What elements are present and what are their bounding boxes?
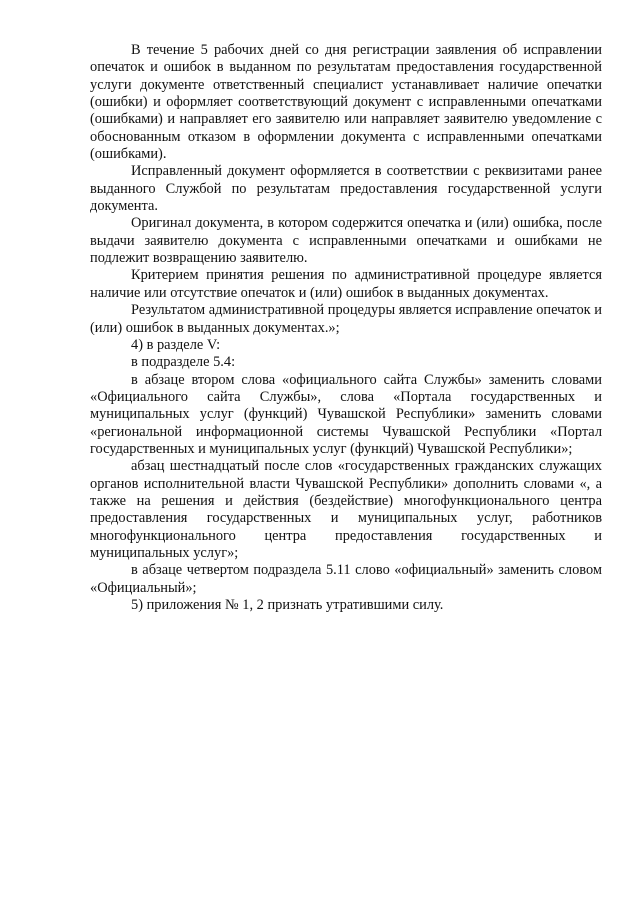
paragraph-section-v: 4) в разделе V:	[131, 336, 221, 353]
paragraph-procedure-result: Результатом административной процедуры является исправление опечаток и (или) ошибок в выданных документах.»;	[90, 302, 602, 336]
paragraph-sixteenth-abzac: абзац шестнадцатый после слов «государственных гражданских служащих органов исполнительной власти Чувашской Республики» дополнить словами «, а также на решения и действия (бездействие) многофункционального центра предоставления государственных и муниципальных услуг, работников многофункционального центра предоставления государственных и муниципальных услуг»;	[90, 458, 602, 561]
paragraph-subsection-5-4: в подразделе 5.4:	[131, 354, 236, 371]
document-page	[90, 42, 602, 614]
paragraph-original-document: Оригинал документа, в котором содержится опечатка и (или) ошибка, после выдачи заявителю документа с исправленными опечатками и ошибками не подлежит возвращению заявителю.	[90, 215, 602, 267]
paragraph-decision-criterion: Критерием принятия решения по административной процедуре является наличие или отсутствие опечаток и (или) ошибок в выданных документах.	[90, 267, 602, 301]
paragraph-correction-procedure: В течение 5 рабочих дней со дня регистрации заявления об исправлении опечаток и ошибок в выданном по результатам предоставления государственной услуги документе ответственный специалист устанавливает наличие опечатки (ошибки) и оформляет соответствующий документ с исправленными опечатками (ошибками) и направляет его заявителю или направляет заявителю уведомление с обоснованным отказом в оформлении документа с исправленными опечатками (ошибками).	[90, 42, 602, 163]
paragraph-subsection-5-11: в абзаце четвертом подраздела 5.11 слово «официальный» заменить словом «Официальный»;	[90, 562, 602, 596]
paragraph-second-abzac: в абзаце втором слова «официального сайта Службы» заменить словами «Официального сайта Службы», слова «Портала государственных и муниципальных услуг (функций) Чувашской Республики» заменить словами «региональной информационной системы Чувашской Республики «Портал государственных и муниципальных услуг (функций) Чувашской Республики»;	[90, 371, 602, 457]
paragraph-appendices: 5) приложения № 1, 2 признать утратившими силу.	[131, 597, 444, 613]
paragraph-corrected-document: Исправленный документ оформляется в соответствии с реквизитами ранее выданного Службой по результатам предоставления государственной услуги документа.	[90, 163, 602, 215]
